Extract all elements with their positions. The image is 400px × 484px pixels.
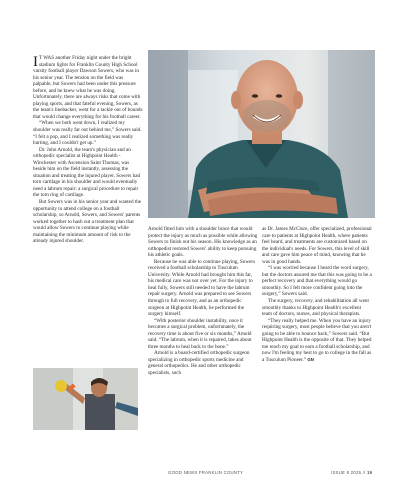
paragraph-text: T WAS another Friday night under the bright stadium lights for Franklin County High School varsity football player Dawson Sowers, who was in his senior year. The tension on the field was palpable, but Sowers had been under this pressure before, and he knew what he was doing. Unfortunately, there are always risks that come with playing sports, and that fateful evening, Sowers, as the team's linebacker, went for a tackle out of bounds that would change everything for his football career.: [33, 55, 143, 120]
article-column-1: [33, 55, 143, 245]
paragraph: Dr. John Arnold, the team's physician and an orthopedic specialist at Highpoint Health - Winchester with Ascension Saint Thomas, was beside him on the field instantly, assessing the situation and treating the injured player. Sowers had torn cartilage in his shoulder and would eventually need a labrum repair: a surgical procedure to repair the torn ring of cartilage.: [33, 146, 141, 199]
article-column-3: [262, 226, 372, 363]
paragraph-text: “They really helped me. When you have an injury requiring surgery, most people believe that you aren't going to be able to bounce back,” Sowers said. “But Highpoint Health is the opposite of that. They helped me reach my goal to earn a football scholarship, and now I'm feeling my best to go to college in the fall as a Tusculum Pioneer.”: [262, 317, 372, 363]
doctor-photo: [148, 50, 375, 218]
paragraph: But Sowers was in his senior year and wanted the opportunity to attend college on a football scholarship, so Arnold, Sowers, and Sowers' parents worked together to hash out a treatment plan that would allow Sowers to continue playing while maintaining the minimum amount of risk to the already injured shoulder.: [33, 199, 142, 245]
end-mark: GN: [307, 356, 314, 362]
doctor-illustration: [148, 50, 375, 218]
paragraph: Arnold is a board-certified orthopedic surgeon specializing in orthopedic sports medicine and general orthopedics. He and other orthopedic specialists, such: [148, 350, 250, 377]
player-illustration: [33, 368, 138, 430]
footer-issue: [331, 470, 372, 475]
paragraph: [262, 318, 372, 364]
paragraph: Arnold fitted him with a shoulder brace that would protect the injury as much as possible while allowing Sowers to finish out his season. His knowledge as an orthopedist restored Sowers' ability to keep pursuing his athletic goals.: [148, 226, 258, 259]
footer-separator: //: [361, 470, 368, 475]
paragraph: “When we both went down, I realized my shoulder was really far out behind me,” Sowers said. “I felt a pop, and I realized something was really hurting, and I couldn't get up.”: [33, 120, 142, 147]
article-column-2: [148, 226, 258, 377]
paragraph: The surgery, recovery, and rehabilitation all went smoothly thanks to Highpoint Health's excellent team of doctors, nurses, and physical therapists.: [262, 298, 369, 318]
paragraph: Because he was able to continue playing, Sowers received a football scholarship to Tusculum University. While Arnold had brought him this far, his medical care was not over yet. For the injury to heal fully, Sowers still needed to have the labrum repair surgery. Arnold was prepared to see Sowers through to full recovery, and as an orthopedic surgeon at Highpoint Health, he performed the surgery himself.: [148, 258, 256, 318]
drop-cap: I: [33, 54, 38, 70]
lead-paragraph: [33, 55, 143, 120]
issue-label: ISSUE 8 2025: [331, 470, 362, 475]
paragraph: “I was worried because I heard the word surgery, but the doctors assured me that this was going to be a perfect recovery and that everything would go smoothly. So I felt more confident going into the surgery,” Sowers said.: [262, 265, 372, 298]
paragraph: as Dr. James McClure, offer specialized, professional care to patients at Highpoint Health, where patients feel heard, and treatments are customized based on the individual's needs. For Sowers, this level of skill and care gave him peace of mind, knowing that he was in good hands.: [262, 226, 372, 265]
paragraph: “With posterior shoulder instability, once it becomes a surgical problem, unfortunately, the recovery time is about five or six months,” Arnold said. “The labrum, when it is repaired, takes about three months to heal back to the bone.”: [148, 317, 252, 350]
player-photo: [33, 368, 138, 430]
footer-publication: GOOD NEWS FRANKLIN COUNTY: [168, 470, 244, 475]
page-number: 19: [367, 470, 373, 475]
